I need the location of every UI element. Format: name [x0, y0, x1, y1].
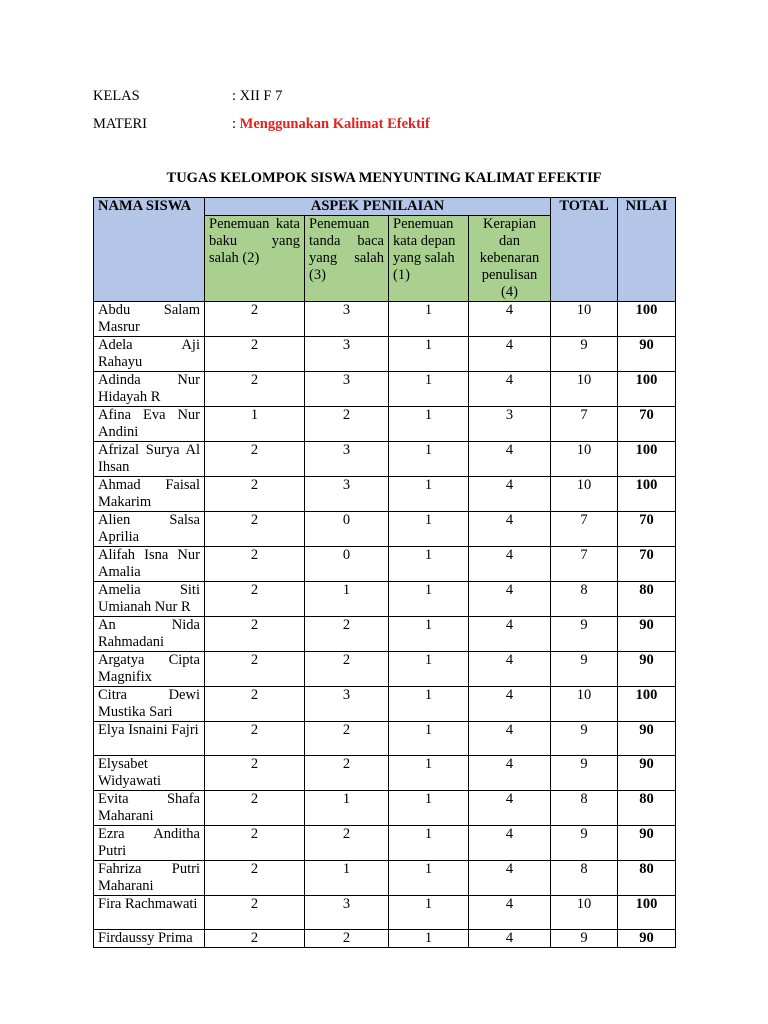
student-name: Elysabet Widyawati — [94, 756, 205, 791]
score-tanda-baca: 0 — [305, 512, 389, 547]
score-kata-depan: 1 — [389, 756, 469, 791]
score-kerapian: 4 — [469, 930, 551, 948]
score-kata-baku: 2 — [205, 791, 305, 826]
score-kerapian: 4 — [469, 826, 551, 861]
score-kata-depan: 1 — [389, 372, 469, 407]
score-kata-depan: 1 — [389, 512, 469, 547]
score-kata-baku: 2 — [205, 337, 305, 372]
table-row — [94, 930, 676, 948]
score-kata-depan: 1 — [389, 582, 469, 617]
subheader-kerapian: Kerapian dan kebenaran penulisan (4) — [469, 216, 551, 302]
subheader-tanda-baca: Penemuan tanda baca yang salah (3) — [305, 216, 389, 302]
table-row — [94, 442, 676, 477]
table-row — [94, 617, 676, 652]
score-nilai: 90 — [618, 722, 676, 756]
col-header-name: NAMA SISWA — [94, 198, 205, 302]
col-header-total: TOTAL — [551, 198, 618, 302]
score-kata-depan: 1 — [389, 477, 469, 512]
score-total: 10 — [551, 477, 618, 512]
score-total: 9 — [551, 756, 618, 791]
score-nilai: 90 — [618, 617, 676, 652]
student-name: Firdaussy Prima — [94, 930, 205, 948]
score-kerapian: 4 — [469, 547, 551, 582]
materi-label: MATERI — [93, 116, 147, 132]
student-name: Alien Salsa Aprilia — [94, 512, 205, 547]
table-row — [94, 896, 676, 930]
score-nilai: 90 — [618, 930, 676, 948]
score-tanda-baca: 3 — [305, 477, 389, 512]
document-title: TUGAS KELOMPOK SISWA MENYUNTING KALIMAT EFEKTIF — [166, 170, 602, 186]
score-total: 7 — [551, 407, 618, 442]
materi-value-wrapper — [232, 116, 430, 133]
score-kerapian: 4 — [469, 442, 551, 477]
score-total: 7 — [551, 547, 618, 582]
score-kerapian: 4 — [469, 791, 551, 826]
score-kata-baku: 2 — [205, 372, 305, 407]
score-kata-baku: 2 — [205, 582, 305, 617]
student-name: Adinda Nur Hidayah R — [94, 372, 205, 407]
score-tanda-baca: 1 — [305, 582, 389, 617]
score-kata-baku: 2 — [205, 861, 305, 896]
student-name: Amelia Siti Umianah Nur R — [94, 582, 205, 617]
subheader-kata-depan: Penemuan kata depan yang salah (1) — [389, 216, 469, 302]
score-total: 7 — [551, 512, 618, 547]
table-row — [94, 337, 676, 372]
score-kerapian: 3 — [469, 407, 551, 442]
table-row — [94, 687, 676, 722]
score-total: 10 — [551, 442, 618, 477]
score-nilai: 90 — [618, 652, 676, 687]
score-tanda-baca: 2 — [305, 722, 389, 756]
score-tanda-baca: 3 — [305, 442, 389, 477]
col-header-nilai: NILAI — [618, 198, 676, 302]
student-name: Ahmad Faisal Makarim — [94, 477, 205, 512]
score-nilai: 100 — [618, 442, 676, 477]
score-tanda-baca: 2 — [305, 930, 389, 948]
score-nilai: 90 — [618, 756, 676, 791]
score-tanda-baca: 3 — [305, 337, 389, 372]
score-kerapian: 4 — [469, 896, 551, 930]
materi-colon: : — [232, 116, 240, 132]
score-kerapian: 4 — [469, 302, 551, 337]
score-kata-depan: 1 — [389, 652, 469, 687]
score-total: 9 — [551, 930, 618, 948]
score-tanda-baca: 0 — [305, 547, 389, 582]
student-name: Evita Shafa Maharani — [94, 791, 205, 826]
score-kata-baku: 2 — [205, 512, 305, 547]
score-total: 10 — [551, 302, 618, 337]
score-kerapian: 4 — [469, 687, 551, 722]
student-name: Elya Isnaini Fajri — [94, 722, 205, 756]
score-nilai: 90 — [618, 337, 676, 372]
score-total: 9 — [551, 722, 618, 756]
score-kata-depan: 1 — [389, 302, 469, 337]
score-nilai: 100 — [618, 302, 676, 337]
score-kata-depan: 1 — [389, 861, 469, 896]
student-name: Abdu Salam Masrur — [94, 302, 205, 337]
score-nilai: 100 — [618, 477, 676, 512]
student-name: Afina Eva Nur Andini — [94, 407, 205, 442]
table-row — [94, 582, 676, 617]
col-header-aspek: ASPEK PENILAIAN — [205, 198, 551, 216]
table-row — [94, 791, 676, 826]
score-nilai: 80 — [618, 582, 676, 617]
student-name: Ezra Anditha Putri — [94, 826, 205, 861]
score-kerapian: 4 — [469, 617, 551, 652]
subheader-kata-baku: Penemuan kata baku yang salah (2) — [205, 216, 305, 302]
student-name: Fahriza Putri Maharani — [94, 861, 205, 896]
score-tanda-baca: 2 — [305, 756, 389, 791]
score-tanda-baca: 3 — [305, 372, 389, 407]
score-kata-baku: 2 — [205, 756, 305, 791]
score-total: 10 — [551, 687, 618, 722]
score-total: 9 — [551, 826, 618, 861]
score-kata-depan: 1 — [389, 337, 469, 372]
score-nilai: 70 — [618, 547, 676, 582]
score-total: 9 — [551, 652, 618, 687]
score-kerapian: 4 — [469, 582, 551, 617]
score-total: 9 — [551, 337, 618, 372]
score-kata-depan: 1 — [389, 791, 469, 826]
score-total: 8 — [551, 582, 618, 617]
score-total: 8 — [551, 861, 618, 896]
student-name: An Nida Rahmadani — [94, 617, 205, 652]
table-row — [94, 547, 676, 582]
student-name: Adela Aji Rahayu — [94, 337, 205, 372]
score-kata-baku: 2 — [205, 826, 305, 861]
score-kata-baku: 2 — [205, 442, 305, 477]
score-tanda-baca: 3 — [305, 302, 389, 337]
score-kata-depan: 1 — [389, 826, 469, 861]
score-tanda-baca: 1 — [305, 861, 389, 896]
score-kata-depan: 1 — [389, 547, 469, 582]
score-kata-baku: 2 — [205, 652, 305, 687]
score-kata-baku: 1 — [205, 407, 305, 442]
table-row — [94, 512, 676, 547]
table-row — [94, 477, 676, 512]
score-nilai: 90 — [618, 826, 676, 861]
materi-value: Menggunakan Kalimat Efektif — [239, 116, 430, 132]
score-kerapian: 4 — [469, 722, 551, 756]
score-tanda-baca: 2 — [305, 652, 389, 687]
score-kata-depan: 1 — [389, 442, 469, 477]
student-name: Fira Rachmawati — [94, 896, 205, 930]
score-total: 10 — [551, 372, 618, 407]
score-kata-depan: 1 — [389, 930, 469, 948]
score-kata-baku: 2 — [205, 617, 305, 652]
score-kata-baku: 2 — [205, 896, 305, 930]
score-kerapian: 4 — [469, 512, 551, 547]
score-nilai: 80 — [618, 791, 676, 826]
score-kata-depan: 1 — [389, 687, 469, 722]
score-total: 10 — [551, 896, 618, 930]
score-kata-baku: 2 — [205, 477, 305, 512]
score-tanda-baca: 3 — [305, 687, 389, 722]
score-nilai: 100 — [618, 372, 676, 407]
score-kerapian: 4 — [469, 372, 551, 407]
student-name: Argatya Cipta Magnifix — [94, 652, 205, 687]
kelas-label: KELAS — [93, 88, 140, 104]
score-total: 9 — [551, 617, 618, 652]
score-kerapian: 4 — [469, 337, 551, 372]
table-row — [94, 722, 676, 756]
table-row — [94, 861, 676, 896]
score-kata-baku: 2 — [205, 547, 305, 582]
score-tanda-baca: 2 — [305, 617, 389, 652]
score-kata-baku: 2 — [205, 722, 305, 756]
table-row — [94, 407, 676, 442]
grades-table — [93, 197, 676, 948]
score-kerapian: 4 — [469, 861, 551, 896]
kelas-value: : XII F 7 — [232, 88, 283, 104]
student-name: Alifah Isna Nur Amalia — [94, 547, 205, 582]
score-total: 8 — [551, 791, 618, 826]
score-kata-baku: 2 — [205, 302, 305, 337]
score-kata-depan: 1 — [389, 407, 469, 442]
score-kata-depan: 1 — [389, 896, 469, 930]
score-kata-baku: 2 — [205, 687, 305, 722]
score-kata-depan: 1 — [389, 617, 469, 652]
table-row — [94, 826, 676, 861]
score-nilai: 70 — [618, 512, 676, 547]
score-nilai: 70 — [618, 407, 676, 442]
student-name: Citra Dewi Mustika Sari — [94, 687, 205, 722]
score-tanda-baca: 2 — [305, 826, 389, 861]
table-row — [94, 756, 676, 791]
score-kata-baku: 2 — [205, 930, 305, 948]
table-row — [94, 652, 676, 687]
score-kerapian: 4 — [469, 477, 551, 512]
score-tanda-baca: 1 — [305, 791, 389, 826]
score-nilai: 80 — [618, 861, 676, 896]
score-tanda-baca: 3 — [305, 896, 389, 930]
table-row — [94, 302, 676, 337]
score-kerapian: 4 — [469, 652, 551, 687]
score-nilai: 100 — [618, 687, 676, 722]
score-tanda-baca: 2 — [305, 407, 389, 442]
score-kerapian: 4 — [469, 756, 551, 791]
score-nilai: 100 — [618, 896, 676, 930]
header-row — [94, 198, 676, 216]
table-row — [94, 372, 676, 407]
student-name: Afrizal Surya Al Ihsan — [94, 442, 205, 477]
score-kata-depan: 1 — [389, 722, 469, 756]
